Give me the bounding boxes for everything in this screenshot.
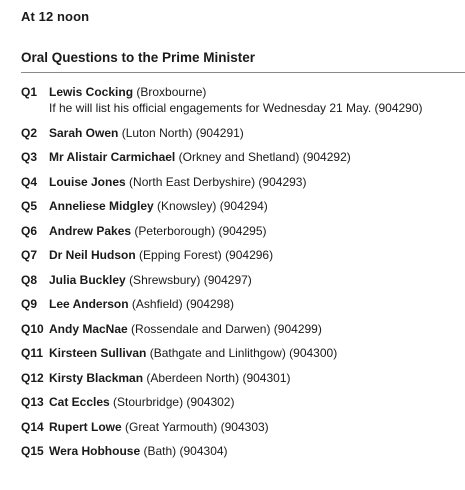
question-number: Q2 <box>21 125 38 140</box>
question-item <box>21 345 465 361</box>
question-item <box>21 370 465 386</box>
question-item <box>21 419 465 435</box>
constituency: (Rossendale and Darwen) <box>131 321 271 336</box>
constituency: (Aberdeen North) <box>146 370 240 385</box>
question-item <box>21 125 465 141</box>
question-item <box>21 198 465 214</box>
question-reference: (904303) <box>220 419 269 434</box>
constituency: (Peterborough) <box>134 223 216 238</box>
constituency: (Bathgate and Linlithgow) <box>149 346 286 360</box>
question-number: Q10 <box>21 321 44 336</box>
mp-name: Wera Hobhouse <box>49 444 141 458</box>
question-number: Q11 <box>21 346 44 360</box>
constituency: (Great Yarmouth) <box>125 419 218 434</box>
constituency: (Shrewsbury) <box>129 272 201 287</box>
constituency: (Orkney and Shetland) <box>178 150 300 164</box>
mp-name: Kirsteen Sullivan <box>49 346 147 360</box>
mp-name: Sarah Owen <box>49 125 119 140</box>
question-reference: (904300) <box>289 346 338 360</box>
question-reference: (904294) <box>219 199 268 213</box>
mp-name: Dr Neil Hudson <box>49 248 136 262</box>
question-number: Q1 <box>21 85 38 99</box>
question-number: Q9 <box>21 297 38 311</box>
question-number: Q13 <box>21 395 44 409</box>
question-reference: (904299) <box>273 321 322 336</box>
constituency: (Luton North) <box>121 125 193 140</box>
constituency: (Stourbridge) <box>113 395 184 409</box>
question-item <box>21 149 465 165</box>
mp-name: Anneliese Midgley <box>49 199 154 213</box>
constituency: (Bath) <box>143 444 177 458</box>
question-number: Q8 <box>21 272 38 287</box>
mp-name: Louise Jones <box>49 174 126 189</box>
question-reference: (904291) <box>195 125 244 140</box>
question-item <box>21 296 465 312</box>
question-item <box>21 174 465 190</box>
question-number: Q7 <box>21 248 38 262</box>
mp-name: Lee Anderson <box>49 297 129 311</box>
question-number: Q6 <box>21 223 38 238</box>
constituency: (Knowsley) <box>157 199 217 213</box>
mp-name: Lewis Cocking <box>49 85 134 99</box>
question-number: Q5 <box>21 199 38 213</box>
mp-name: Cat Eccles <box>49 395 110 409</box>
mp-name: Rupert Lowe <box>49 419 122 434</box>
constituency: (North East Derbyshire) <box>129 174 256 189</box>
section-heading: Oral Questions to the Prime Minister <box>21 50 256 65</box>
constituency: (Ashfield) <box>131 297 183 311</box>
question-number: Q15 <box>21 444 44 458</box>
question-reference: (904298) <box>185 297 234 311</box>
question-number: Q14 <box>21 419 44 434</box>
question-item <box>21 247 465 263</box>
mp-name: Andrew Pakes <box>49 223 132 238</box>
constituency: (Broxbourne) <box>136 85 207 99</box>
question-number: Q3 <box>21 150 38 164</box>
question-item <box>21 321 465 337</box>
question-reference: (904297) <box>203 272 252 287</box>
question-item <box>21 223 465 239</box>
question-item <box>21 272 465 288</box>
question-reference: (904304) <box>179 444 228 458</box>
section-divider <box>21 72 465 73</box>
question-reference: (904302) <box>186 395 235 409</box>
question-number: Q4 <box>21 174 38 189</box>
question-item <box>21 394 465 410</box>
question-reference: (904292) <box>302 150 351 164</box>
question-reference: (904296) <box>225 248 274 262</box>
question-item <box>21 443 465 459</box>
question-number: Q12 <box>21 370 44 385</box>
question-text: If he will list his official engagements for Wednesday 21 May. (904290) <box>49 101 423 115</box>
mp-name: Julia Buckley <box>49 272 126 287</box>
constituency: (Epping Forest) <box>139 248 222 262</box>
mp-name: Mr Alistair Carmichael <box>49 150 176 164</box>
question-item <box>21 84 465 116</box>
mp-name: Kirsty Blackman <box>49 370 144 385</box>
mp-name: Andy MacNae <box>49 321 128 336</box>
time-heading: At 12 noon <box>21 9 90 24</box>
questions-list <box>21 84 465 468</box>
question-reference: (904295) <box>218 223 267 238</box>
question-reference: (904301) <box>242 370 291 385</box>
question-reference: (904293) <box>258 174 307 189</box>
